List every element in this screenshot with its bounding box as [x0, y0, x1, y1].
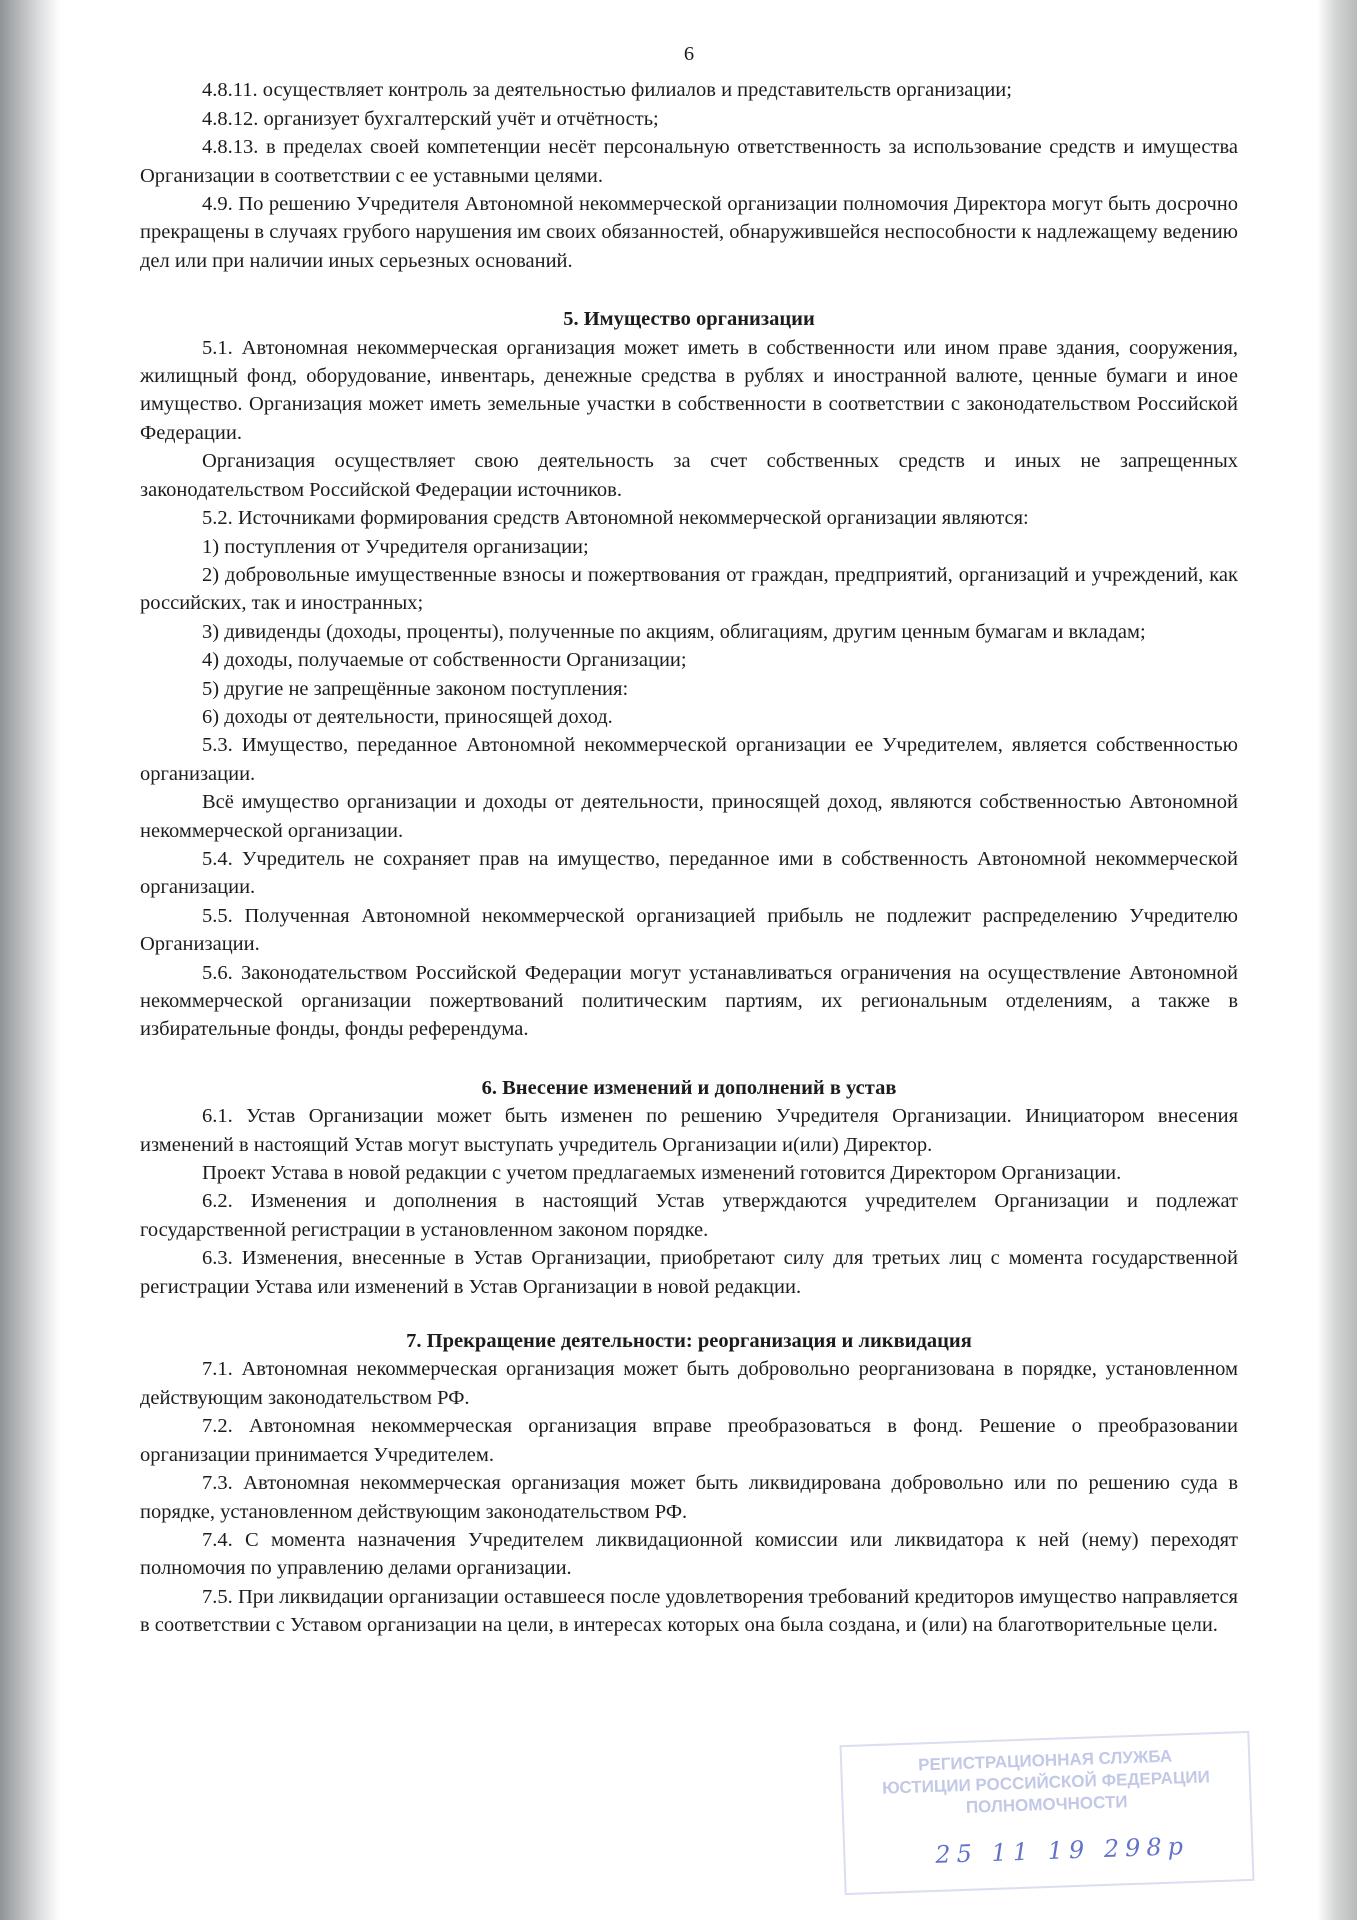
section-gap	[140, 275, 1238, 305]
paragraph: 1) поступления от Учредителя организации;	[202, 535, 589, 558]
paragraph: 4.8.12. организует бухгалтерский учёт и отчётность;	[202, 107, 659, 130]
stamp-handwritten-date: 25 11 19 298р	[934, 1832, 1190, 1869]
paragraph: Всё имущество организации и доходы от деятельности, приносящей доход, являются собственностью Автономной некоммерческой организации.	[140, 791, 1238, 842]
scan-right-edge	[1317, 0, 1357, 1920]
document-page	[140, 40, 1238, 1640]
paragraph: Проект Устава в новой редакции с учетом предлагаемых изменений готовится Директором Организации.	[202, 1162, 1122, 1185]
paragraph: 7.1. Автономная некоммерческая организация может быть добровольно реорганизована в порядке, установленном действующим законодательством РФ.	[140, 1358, 1238, 1409]
paragraph: 5.1. Автономная некоммерческая организация может иметь в собственности или ином праве здания, сооружения, жилищный фонд, оборудование, инвентарь, денежные средства в рублях и иностранной валюте, ценные бумаги и иное имущество. Организация может иметь земельные участки в собственности в соответствии с законодательством Российской Федерации.	[140, 336, 1238, 444]
paragraph: 7.3. Автономная некоммерческая организация может быть ликвидирована добровольно или по решению суда в порядке, установленном действующим законодательством РФ.	[140, 1472, 1238, 1523]
stamp-line: РЕГИСТРАЦИОННАЯ СЛУЖБА	[917, 1746, 1173, 1775]
paragraph: 6.1. Устав Организации может быть изменен по решению Учредителя Организации. Инициатором внесения изменений в настоящий Устав могут выступать учредитель Организации и(или) Директор.	[140, 1105, 1238, 1156]
paragraph: 4.8.13. в пределах своей компетенции несёт персональную ответственность за использование средств и имущества Организации в соответствии с ее уставными целями.	[140, 136, 1238, 187]
paragraph: 2) добровольные имущественные взносы и пожертвования от граждан, предприятий, организаций и учреждений, как российских, так и иностранных;	[140, 563, 1238, 615]
paragraph: 3) дивиденды (доходы, проценты), полученные по акциям, облигациям, другим ценным бумагам и вкладам;	[202, 620, 1146, 643]
section-heading: 5. Имущество организации	[563, 308, 815, 331]
paragraph: Организация осуществляет свою деятельность за счет собственных средств и иных не запрещенных законодательством Российской Федерации источников.	[140, 450, 1238, 501]
paragraph: 5.5. Полученная Автономной некоммерческой организацией прибыль не подлежит распределению Учредителю Организации.	[140, 904, 1238, 956]
section-gap	[140, 1044, 1238, 1074]
stamp-line: ЮСТИЦИИ РОССИЙСКОЙ ФЕДЕРАЦИИ	[881, 1767, 1211, 1798]
paragraph: 5) другие не запрещённые законом поступления:	[202, 677, 629, 700]
paragraph: 6) доходы от деятельности, приносящей доход.	[202, 705, 613, 728]
paragraph: 7.4. С момента назначения Учредителем ликвидационной комиссии или ликвидатора к ней (нему) переходят полномочия по управлению делами организации.	[140, 1528, 1238, 1580]
paragraph: 4.8.11. осуществляет контроль за деятельностью филиалов и представительств организации;	[202, 79, 1012, 102]
paragraph: 6.2. Изменения и дополнения в настоящий Устав утверждаются учредителем Организации и подлежат государственной регистрации в установленном законом порядке.	[140, 1190, 1238, 1241]
document-body	[140, 76, 1238, 1639]
scan-left-edge	[0, 0, 60, 1920]
section-heading: 7. Прекращение деятельности: реорганизация и ликвидация	[406, 1330, 972, 1353]
paragraph: 7.2. Автономная некоммерческая организация вправе преобразоваться в фонд. Решение о преобразовании организации принимается Учредителем.	[140, 1415, 1238, 1466]
paragraph: 5.2. Источниками формирования средств Автономной некоммерческой организации являются:	[202, 507, 1029, 530]
paragraph: 5.6. Законодательством Российской Федерации могут устанавливаться ограничения на осуществление Автономной некоммерческой организации пожертвований политическим партиям, их региональным отделениям, а также в избирательные фонды, фонды референдума.	[140, 961, 1238, 1041]
paragraph: 4) доходы, получаемые от собственности Организации;	[202, 649, 687, 672]
paragraph: 6.3. Изменения, внесенные в Устав Организации, приобретают силу для третьих лиц с момента государственной регистрации Устава или изменений в Устав Организации в новой редакции.	[140, 1247, 1238, 1298]
paragraph: 7.5. При ликвидации организации оставшееся после удовлетворения требований кредиторов имущество направляется в соответствии с Уставом организации на цели, в интересах которых она была создана, и (или) на благотворительные цели.	[140, 1585, 1238, 1637]
section-gap	[140, 1301, 1238, 1327]
section-heading: 6. Внесение изменений и дополнений в устав	[481, 1076, 897, 1099]
paragraph: 5.3. Имущество, переданное Автономной некоммерческой организации ее Учредителем, является собственностью организации.	[140, 734, 1238, 785]
paragraph: 4.9. По решению Учредителя Автономной некоммерческой организации полномочия Директора могут быть досрочно прекращены в случаях грубого нарушения им своих обязанностей, обнаружившейся неспособности к надлежащему ведению дел или при наличии иных серьезных оснований.	[140, 193, 1238, 272]
page-number: 6	[683, 43, 695, 65]
paragraph: 5.4. Учредитель не сохраняет прав на имущество, переданное ими в собственность Автономной некоммерческой организации.	[140, 847, 1238, 899]
registration-stamp	[840, 1731, 1255, 1895]
stamp-line: ПОЛНОМОЧНОСТИ	[965, 1792, 1128, 1817]
